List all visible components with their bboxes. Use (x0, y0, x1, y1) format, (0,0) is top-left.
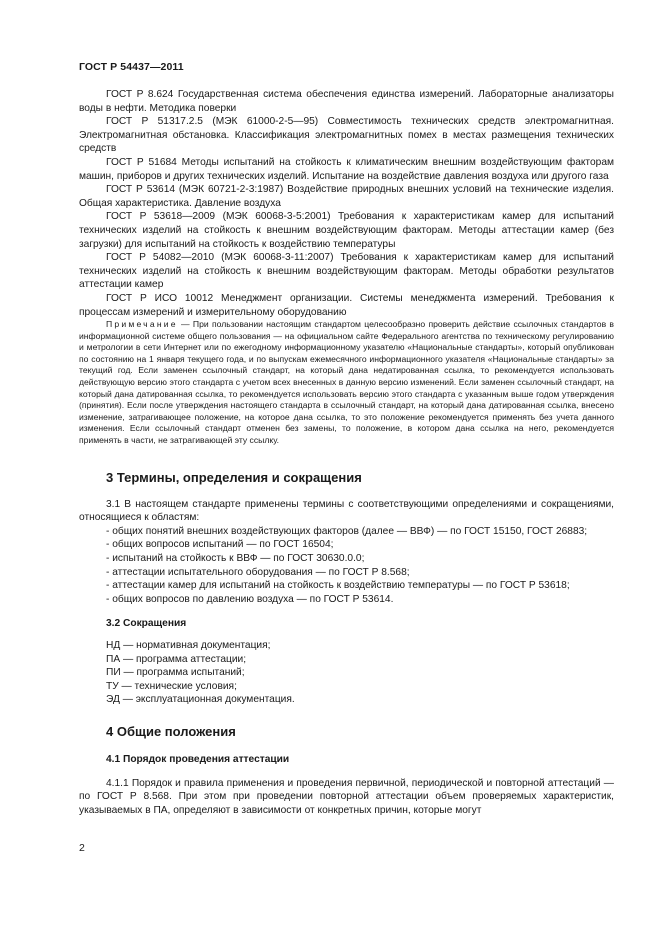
reference-item: ГОСТ Р 53614 (МЭК 60721-2-3:1987) Воздействие природных внешних условий на технические изделия. Общая характеристика. Давление воздуха (79, 184, 614, 209)
reference-item: ГОСТ Р 54082—2010 (МЭК 60068-3-11:2007) Требования к характеристикам камер для испытаний технических изделий на стойкость к внешним воздействующим факторам. Методы обработки результатов аттестации камер (79, 252, 614, 291)
section-4-title: 4 Общие положения (106, 723, 236, 739)
reference-item: ГОСТ Р 51317.2.5 (МЭК 61000-2-5—95) Совместимость технических средств электромагнитная. Электромагнитная обстановка. Классификация электромагнитных помех в местах размещения технических средств (79, 116, 614, 155)
document-header: ГОСТ Р 54437—2011 (79, 61, 184, 73)
abbreviation-item: ТУ — технические условия; (106, 680, 237, 692)
abbreviation-item: ПА — программа аттестации; (106, 653, 247, 665)
abbreviation-item: НД — нормативная документация; (106, 639, 271, 651)
section-4-1-1-paragraph: 4.1.1 Порядок и правила применения и проведения первичной, периодической и повторной аттестаций — по ГОСТ Р 8.568. При этом при проведении повторной аттестации объем проверяемых характеристик, указываемых в ПА, определяют в зависимости от конкретных причин, которые могут (79, 777, 614, 816)
note-paragraph (79, 319, 614, 447)
note-text: — При пользовании настоящим стандартом целесообразно проверить действие ссылочных стандартов в информационной системе общего пользования — на официальном сайте Федерального агентства по техническому регулированию и метрологии в сети Интернет или по ежегодному информационному указателю «Национальные стандарты», который опубликован по состоянию на 1 января текущего года, и по выпускам ежемесячного информационного указателя «Национальные стандарты» за текущий год. Если заменен ссылочный стандарт, на который дана недатированная ссылка, то рекомендуется использовать действующую версию этого стандарта с учетом всех внесенных в данную версию изменений. Если заменен ссылочный стандарт, на который дана датированная ссылка, то рекомендуется использовать версию этого стандарта с указанным выше годом утверждения (принятия). Если после утверждения настоящего стандарта в ссылочный стандарт, на который дана датированная ссылка, внесено изменение, затрагивающее положение, на которое дана ссылка, то это положение рекомендуется применять без учета данного изменения. Если ссылочный стандарт отменен без замены, то положение, в котором дана ссылка на него, рекомендуется применять в части, не затрагивающей эту ссылку. (79, 319, 614, 446)
reference-item: ГОСТ Р 51684 Методы испытаний на стойкость к климатическим внешним воздействующим факторам машин, приборов и других технических изделий. Испытание на воздействие давления воздуха или другого газа (79, 156, 614, 182)
list-item: - общих вопросов испытаний — по ГОСТ 16504; (106, 539, 334, 551)
list-item: - аттестации камер для испытаний на стойкость к воздействию температуры — по ГОСТ Р 53618; (106, 580, 570, 592)
list-item: - общих понятий внешних воздействующих факторов (далее — ВВФ) — по ГОСТ 15150, ГОСТ 26883; (106, 525, 588, 537)
list-item: - испытаний на стойкость к ВВФ — по ГОСТ 30630.0.0; (106, 553, 365, 564)
list-item: - общих вопросов по давлению воздуха — по ГОСТ Р 53614. (106, 593, 394, 605)
abbreviation-item: ЭД — эксплуатационная документация. (106, 694, 295, 706)
page-number: 2 (79, 842, 85, 854)
reference-item: ГОСТ Р 8.624 Государственная система обеспечения единства измерений. Лабораторные анализаторы воды в нефти. Методика поверки (79, 89, 614, 114)
section-3-title: 3 Термины, определения и сокращения (106, 469, 362, 485)
reference-item: ГОСТ Р 53618—2009 (МЭК 60068-3-5:2001) Требования к характеристикам камер для испытаний технических изделий на стойкость к внешним воздействующим факторам. Методы аттестации камер (без загрузки) для испытаний на стойкость к воздействию температуры (79, 211, 614, 250)
reference-item: ГОСТ Р ИСО 10012 Менеджмент организации. Системы менеджмента измерений. Требования к процессам измерений и измерительному оборудованию (79, 292, 614, 318)
section-4-1-title: 4.1 Порядок проведения аттестации (106, 753, 290, 765)
section-3-intro: 3.1 В настоящем стандарте применены термины с соответствующими определениями и сокращениями, относящиеся к областям: (79, 498, 614, 524)
list-item: - аттестации испытательного оборудования — по ГОСТ Р 8.568; (106, 566, 410, 578)
abbreviation-item: ПИ — программа испытаний; (106, 667, 245, 679)
page-content (79, 88, 614, 817)
abbreviations-list (79, 639, 614, 707)
section-3-2-title: 3.2 Сокращения (106, 618, 187, 630)
normative-references (79, 88, 614, 319)
note-label: Примечание (106, 319, 178, 330)
